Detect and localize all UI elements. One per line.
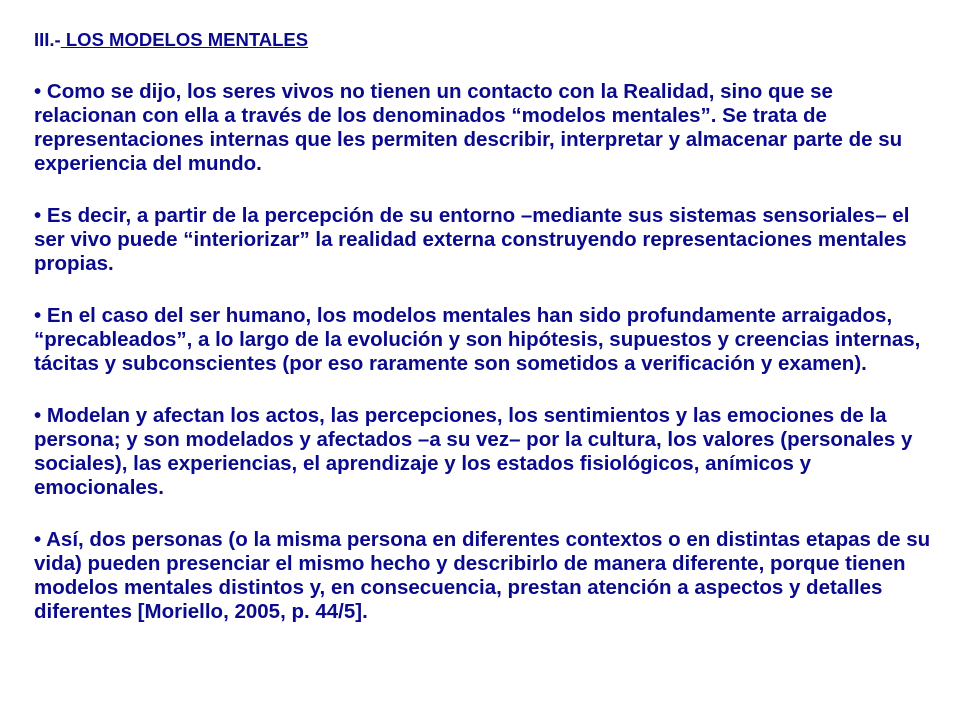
- paragraph-4: [34, 404, 934, 500]
- paragraph-2: [34, 204, 934, 276]
- paragraph-text: Es decir, a partir de la percepción de su entorno –mediante sus sistemas sensoriales– el ser vivo puede “interiorizar” la realidad externa construyendo representaciones mentales propias.: [34, 204, 910, 275]
- slide-content: [34, 28, 934, 652]
- paragraph-3: [34, 304, 934, 376]
- paragraph-text: Así, dos personas (o la misma persona en diferentes contextos o en distintas etapas de su vida) pueden presenciar el mismo hecho y describirlo de manera diferente, porque tienen modelos mentales distintos y, en consecuencia, prestan atención a aspectos y detalles diferentes [Moriello, 2005, p. 44/5].: [34, 528, 931, 623]
- bullet-icon: •: [34, 404, 42, 427]
- paragraph-text: Modelan y afectan los actos, las percepciones, los sentimientos y las emociones de la persona; y son modelados y afectados –a su vez– por la cultura, los valores (personales y sociales), las experiencias, el aprendizaje y los estados fisiológicos, anímicos y emocionales.: [34, 404, 913, 499]
- section-title: [34, 28, 934, 52]
- bullet-icon: •: [34, 80, 42, 103]
- bullet-icon: •: [34, 304, 42, 327]
- paragraph-text: Como se dijo, los seres vivos no tienen un contacto con la Realidad, sino que se relacionan con ella a través de los denominados “modelos mentales”. Se trata de representaciones internas que les permiten describir, interpretar y almacenar parte de su experiencia del mundo.: [34, 80, 903, 175]
- title-text: LOS MODELOS MENTALES: [60, 29, 309, 50]
- bullet-icon: •: [34, 204, 42, 227]
- bullet-icon: •: [34, 528, 42, 551]
- paragraph-5: [34, 528, 934, 624]
- paragraph-1: [34, 80, 934, 176]
- paragraph-text: En el caso del ser humano, los modelos mentales han sido profundamente arraigados, “precableados”, a lo largo de la evolución y son hipótesis, supuestos y creencias internas, tácitas y subconscientes (por eso raramente son sometidos a verificación y examen).: [34, 304, 921, 375]
- title-prefix: III.-: [34, 29, 61, 50]
